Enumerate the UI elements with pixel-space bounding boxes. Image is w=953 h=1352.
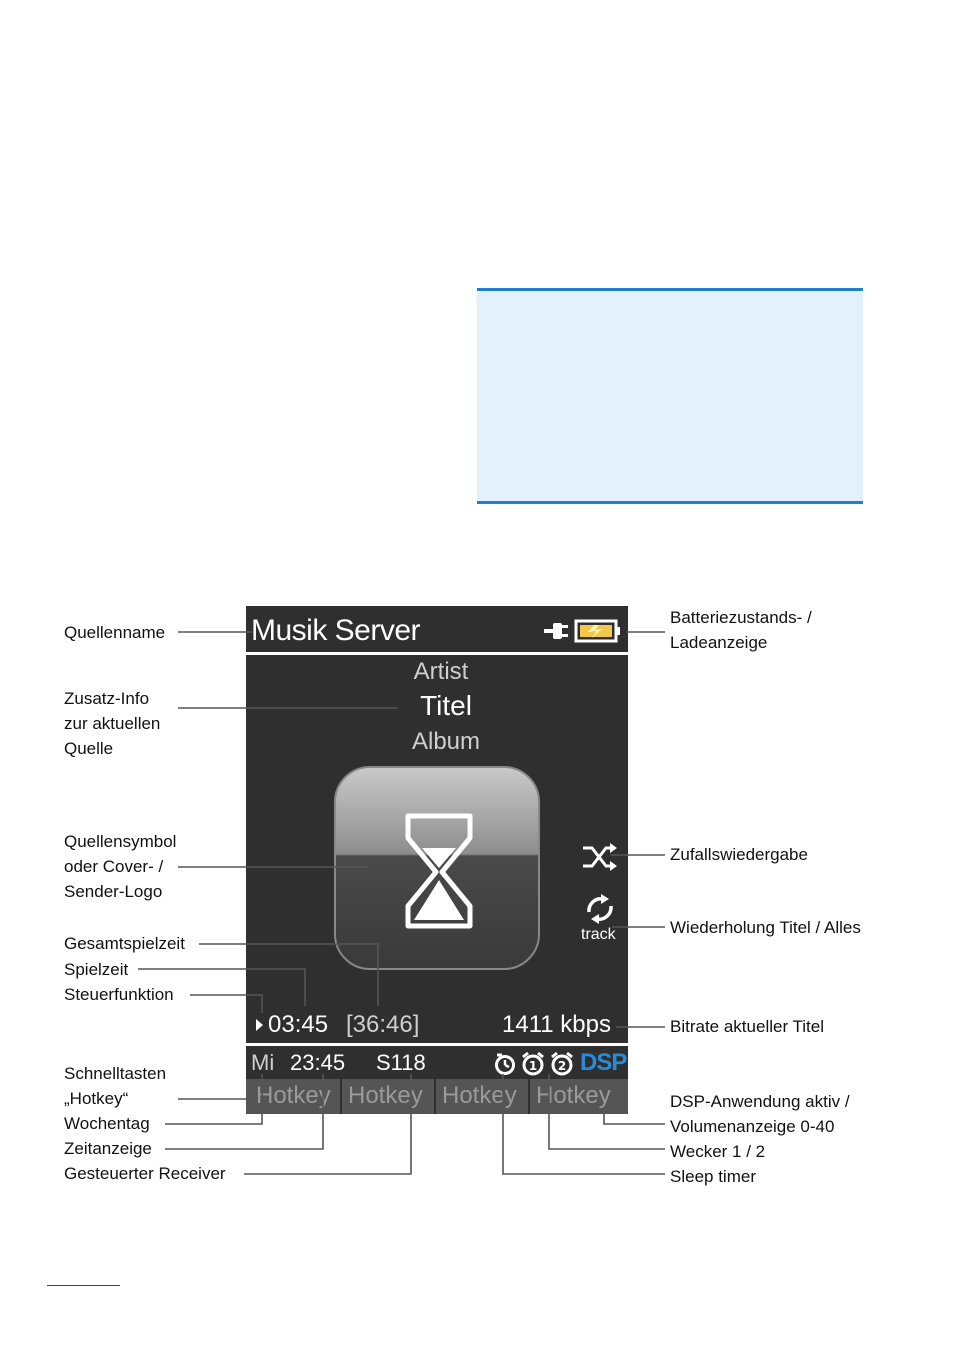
svg-text:1: 1 [528,1059,538,1073]
hotkey-4[interactable]: Hotkey [528,1079,628,1114]
title-text: Titel [420,690,472,721]
label-control-function: Steuerfunktion [64,985,174,1004]
label-battery-2: Ladeanzeige [670,633,768,652]
clock: 23:45 [290,1050,346,1075]
label-total-time: Gesamtspielzeit [64,934,185,953]
hotkey-1[interactable]: Hotkey [256,1082,331,1109]
label-alarm: Wecker 1 / 2 [670,1142,766,1161]
hotkey-3[interactable]: Hotkey [434,1079,528,1114]
svg-text:2: 2 [557,1059,567,1073]
total-time: [36:46] [346,1011,420,1038]
label-dsp-2: Volumenanzeige 0-40 [670,1117,835,1136]
label-extra-info-1: Zusatz-Info [64,689,150,708]
label-clock: Zeitanzeige [64,1139,152,1158]
label-bitrate: Bitrate aktueller Titel [670,1017,825,1036]
source-name: Musik Server [251,614,421,647]
weekday: Mi [251,1050,275,1075]
label-source-symbol-2: oder Cover- / [64,857,164,876]
label-hotkeys-2: „Hotkey“ [64,1089,129,1108]
label-hotkeys-1: Schnelltasten [64,1064,167,1083]
label-battery-1: Batteriezustands- / [670,608,812,627]
footer-rule [47,1285,120,1286]
label-dsp-1: DSP-Anwendung aktiv / [670,1092,850,1111]
bitrate: 1411 kbps [502,1011,611,1038]
receiver: S118 [376,1050,426,1075]
label-receiver: Gesteuerter Receiver [64,1164,226,1183]
label-source-symbol-3: Sender-Logo [64,882,163,901]
hotkey-2[interactable]: Hotkey [340,1079,434,1114]
label-source-name: Quellenname [64,623,166,642]
label-sleep-timer: Sleep timer [670,1167,756,1186]
label-weekday: Wochentag [64,1114,150,1133]
label-shuffle: Zufallswiedergabe [670,845,808,864]
label-extra-info-2: zur aktuellen [64,714,161,733]
artist-text: Artist [413,658,469,685]
label-repeat: Wiederholung Titel / Alles [670,918,861,937]
dsp-indicator: DSP [580,1049,627,1076]
repeat-mode-label: track [581,926,616,943]
play-time: 03:45 [268,1011,329,1038]
label-extra-info-3: Quelle [64,739,114,758]
label-source-symbol-1: Quellensymbol [64,832,177,851]
album-text: Album [411,728,481,755]
label-play-time: Spielzeit [64,960,129,979]
